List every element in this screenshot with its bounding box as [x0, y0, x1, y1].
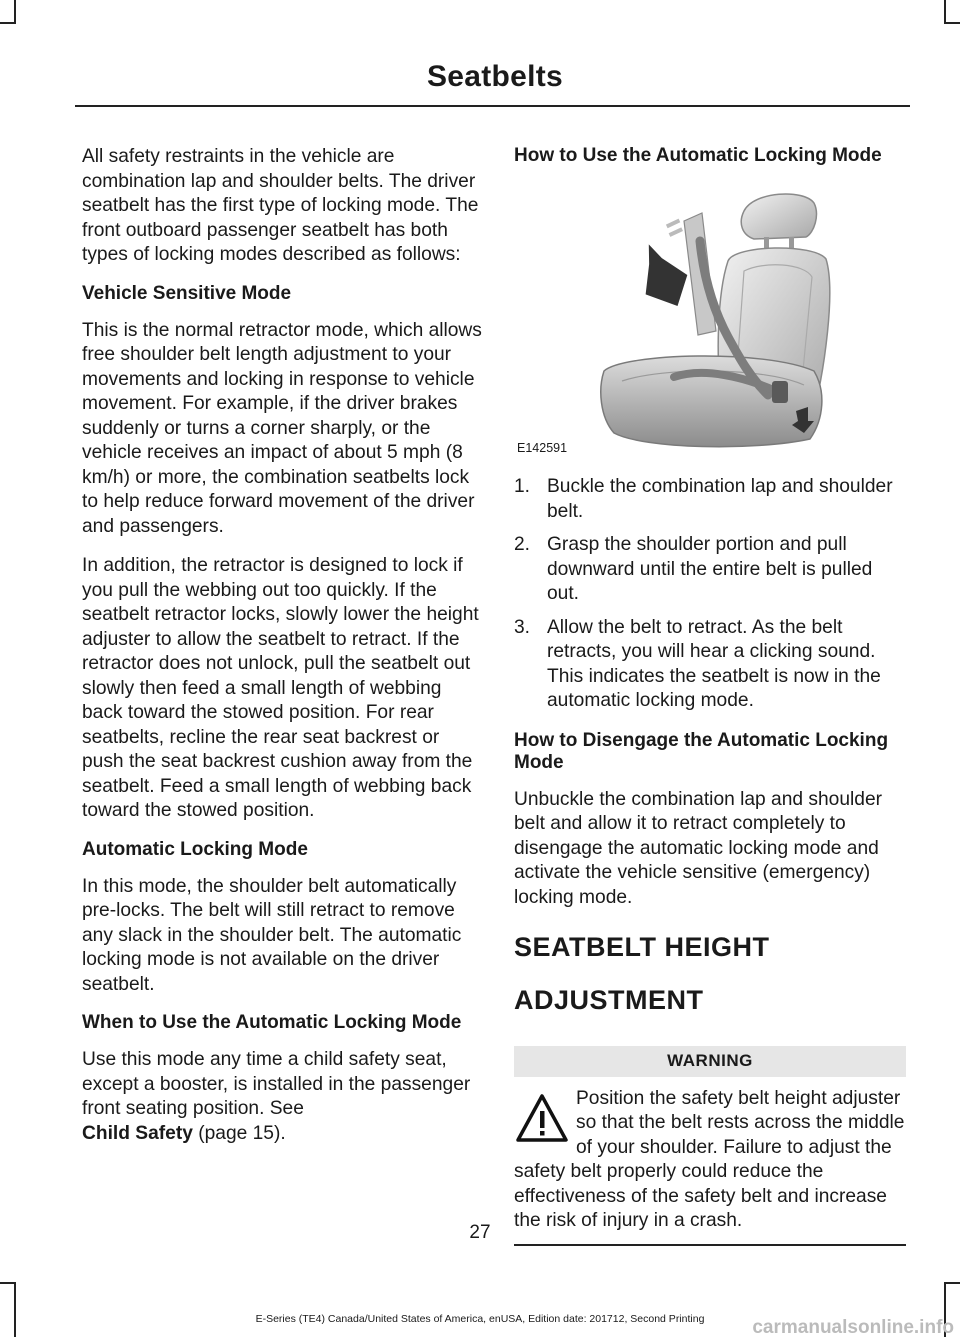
warning-divider [514, 1244, 906, 1246]
steps-list [514, 475, 906, 714]
automatic-locking-paragraph: In this mode, the shoulder belt automatically pre-locks. The belt will still retract to remove any slack in the shoulder belt. The automatic locking mode is not available on the driver seatbelt. [82, 875, 462, 995]
crop-mark [0, 22, 16, 24]
vehicle-sensitive-heading: Vehicle Sensitive Mode [82, 282, 292, 304]
header-divider [75, 105, 910, 107]
retractor-paragraph: In addition, the retractor is designed to lock if you pull the webbing out too quickly. If the seatbelt retractor locks, slowly lower the height adjuster to allow the seatbelt to retract. If the retractor does not unlock, pull the seatbelt out slowly then feed a small length of webbing back toward the stowed position. For rear seatbelts, recline the rear seat backrest or push the seat backrest cushion away from the seatbelt. Feed a small length of webbing back toward the stowed position. [82, 555, 479, 821]
list-item [514, 475, 906, 524]
step-text: Grasp the shoulder portion and pull downward until the entire belt is pulled out. [547, 534, 873, 604]
child-safety-link[interactable]: Child Safety [82, 1122, 193, 1144]
seat-illustration [514, 181, 906, 461]
edition-footer: E-Series (TE4) Canada/United States of America, enUSA, Edition date: 201712, Second Printing [255, 1313, 705, 1325]
section-heading-line-1: SEATBELT HEIGHT [514, 932, 770, 962]
crop-mark [944, 0, 946, 24]
section-heading-line-2: ADJUSTMENT [514, 985, 704, 1015]
crop-mark [944, 22, 960, 24]
crop-mark [14, 1282, 16, 1337]
page-title: Seatbelts [426, 60, 564, 93]
step-number: 1. [514, 476, 531, 497]
when-to-use-paragraph [82, 1048, 482, 1146]
vehicle-sensitive-paragraph: This is the normal retractor mode, which allows free shoulder belt length adjustment to your movements and locking in response to vehicle movement. For example, if the driver brakes suddenly or turns a corner sharply, or the vehicle receives an impact of about 5 mph (8 km/h) or more, the combination seatbelts lock to help reduce forward movement of the driver and passengers. [82, 319, 482, 537]
page-reference: (page 15). [192, 1122, 286, 1144]
section-heading [514, 932, 906, 1016]
step-number: 2. [514, 534, 531, 555]
seatbelt-seat-image [514, 181, 906, 461]
step-number: 3. [514, 616, 531, 638]
step-text: Buckle the combination lap and shoulder belt. [547, 476, 893, 522]
list-item [514, 533, 906, 607]
left-column [82, 145, 482, 1161]
when-to-use-heading: When to Use the Automatic Locking Mode [82, 1012, 462, 1033]
warning-text: Position the safety belt height adjuster so that the belt rests across the middle of your shoulder. Failure to adjust the safety belt properly could reduce the effectiveness of the safety belt and increase the risk of injury in a crash. [514, 1087, 905, 1231]
disengage-paragraph: Unbuckle the combination lap and shoulder belt and allow it to retract completely to disengage the automatic locking mode and activate the vehicle sensitive (emergency) locking mode. [514, 788, 883, 908]
disengage-heading: How to Disengage the Automatic Locking Mode [514, 729, 889, 773]
watermark: carmanualsonline.info [752, 1317, 954, 1338]
crop-mark [944, 1282, 960, 1284]
page-number: 27 [469, 1222, 491, 1243]
warning-box [514, 1087, 906, 1246]
figure-code: E142591 [517, 441, 568, 455]
crop-mark [0, 1282, 16, 1284]
crop-mark [14, 0, 16, 24]
step-text: Allow the belt to retract. As the belt retracts, you will hear a clicking sound. This indicates the seatbelt is now in the automatic locking mode. [547, 616, 881, 711]
list-item [514, 616, 906, 714]
automatic-locking-heading: Automatic Locking Mode [82, 838, 308, 860]
how-to-use-heading: How to Use the Automatic Locking Mode [514, 145, 882, 166]
when-to-use-text: Use this mode any time a child safety seat, except a booster, is installed in the passenger front seating position. See [82, 1049, 471, 1119]
warning-triangle-icon [514, 1091, 570, 1147]
intro-paragraph: All safety restraints in the vehicle are combination lap and shoulder belts. The driver seatbelt has the first type of locking mode. The front outboard passenger seatbelt has both types of locking modes described as follows: [82, 146, 479, 265]
warning-label: WARNING [514, 1046, 906, 1077]
right-column [514, 145, 906, 1246]
